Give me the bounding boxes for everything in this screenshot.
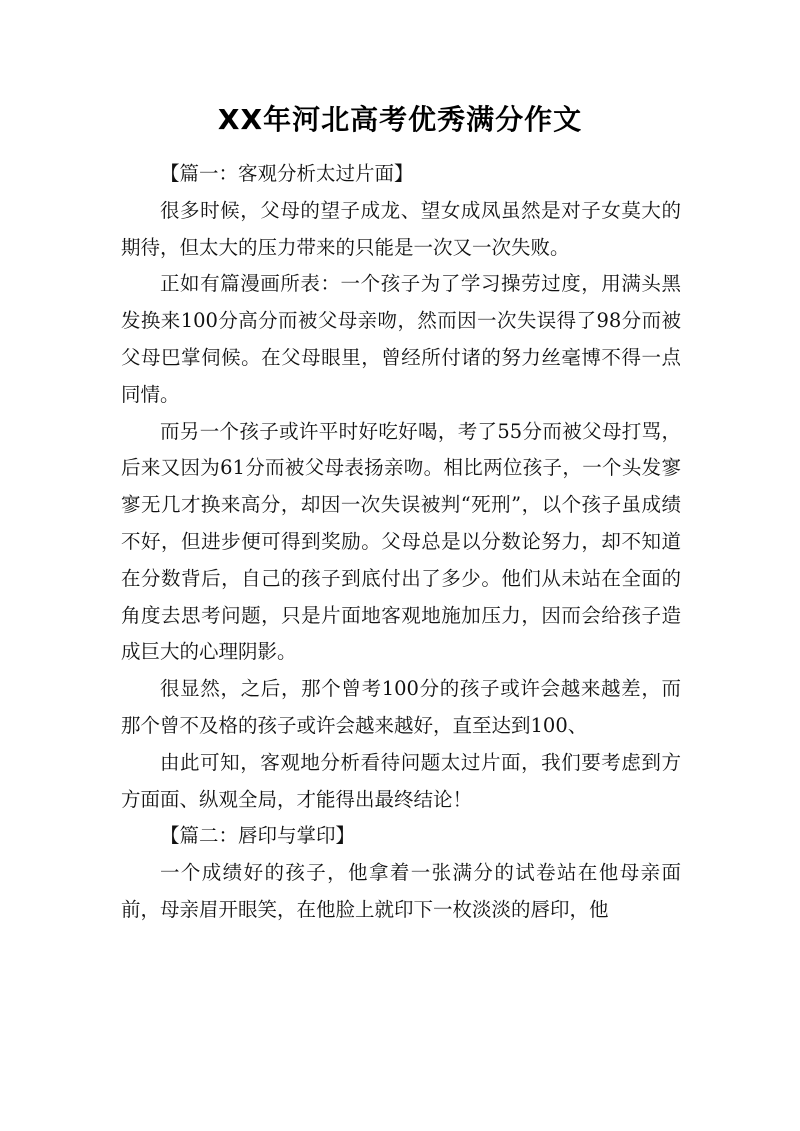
section-heading-1: 【篇一：客观分析太过片面】 <box>160 162 414 185</box>
document-title: XX年河北高考优秀满分作文 <box>217 103 583 136</box>
paragraph: 很多时候，父母的望子成龙、望女成凤虽然是对子女莫大的期待，但太大的压力带来的只能是一次又一次失败。 <box>121 198 681 259</box>
document-body <box>121 156 681 929</box>
paragraph: 很显然，之后，那个曾考100分的孩子或许会越来越差，而那个曾不及格的孩子或许会越来越好，直至达到100、 <box>121 677 681 737</box>
paragraph: 而另一个孩子或许平时好吃好喝，考了55分而被父母打骂，后来又因为61分而被父母表扬亲吻。相比两位孩子，一个头发寥寥无几才换来高分，却因一次失误被判“死刑”，以个孩子虽成绩不好，但进步便可得到奖励。父母总是以分数论努力，却不知道在分数背后，自己的孩子到底付出了多少。他们从未站在全面的角度去思考问题，只是片面地客观地施加压力，因而会给孩子造成巨大的心理阴影。 <box>121 419 681 664</box>
section-heading-2: 【篇二：唇印与掌印】 <box>160 824 356 848</box>
paragraph: 一个成绩好的孩子，他拿着一张满分的试卷站在他母亲面前，母亲眉开眼笑，在他脸上就印下一枚淡淡的唇印，他 <box>121 861 681 921</box>
paragraph: 由此可知，客观地分析看待问题太过片面，我们要考虑到方方面面、纵观全局，才能得出最终结论！ <box>121 750 681 811</box>
paragraph: 正如有篇漫画所表：一个孩子为了学习操劳过度，用满头黑发换来100分高分而被父母亲吻，然而因一次失误得了98分而被父母巴掌伺候。在父母眼里，曾经所付诸的努力丝毫博不得一点同情。 <box>121 272 681 406</box>
